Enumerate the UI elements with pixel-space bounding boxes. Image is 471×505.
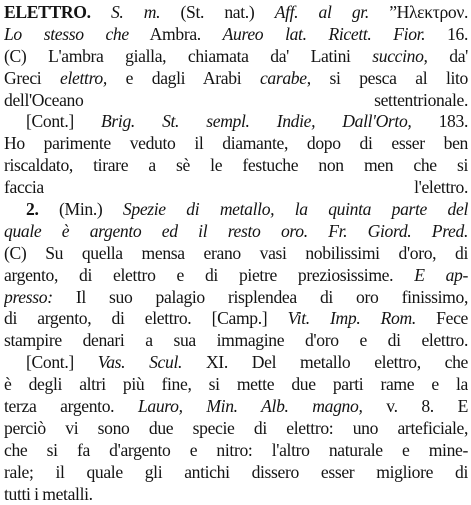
italic-text: Lo stesso che [4,23,129,44]
entry-line [4,199,468,221]
bold-text: ELETTRO. [4,2,91,22]
entry-line [4,46,468,68]
text-run: faccia l'elettro. [4,177,468,198]
italic-text: presso: [4,286,53,307]
entry-line [4,440,468,462]
text-run: , si pesca al lito [306,67,468,88]
text-run: rale; il quale gli antichi dissero esser migliore di [4,461,468,482]
text-run: terza argento. [4,396,138,417]
italic-text: Vit. Imp. Rom. [287,308,416,329]
entry-line [4,133,468,155]
entry-line [4,462,468,484]
italic-text: Spezie di metallo, la quinta parte del [122,199,468,220]
text-run: è degli altri più fine, si mette due parti rame e la [4,374,468,395]
dictionary-entry [4,2,468,505]
italic-text: Aff. al gr. [274,2,369,22]
entry-line [4,243,468,265]
entry-line [4,418,468,440]
text-run: XI. Del metallo elettro, che [182,352,468,373]
entry-line [4,221,468,243]
entry-line [4,111,468,133]
text-run: che si fa d'argento e nitro: l'altro naturale e mine- [4,439,468,460]
text-run: tutti i metalli. [4,483,93,504]
entry-line [4,330,468,352]
bold-text: 2. [26,199,39,220]
text-run: (St. nat.) [160,2,275,22]
text-run: ”Ηλεκτρον. [368,2,468,22]
text-run: v. 8. E [362,396,468,417]
text-run: Fece [415,308,468,329]
entry-line [4,2,468,24]
entry-line [4,308,468,330]
text-run: di argento, di elettro. [Camp.] [4,308,288,329]
italic-text: Vas. Scul. [97,352,183,373]
italic-text: elettro, [60,67,107,88]
italic-text: E ap- [414,264,468,285]
italic-text: succino, [372,45,428,66]
italic-text: Brig. St. sempl. Indie, Dall'Orto, [101,111,412,132]
text-run: riscaldato, tirare a sè le festuche non men che si [4,155,468,176]
entry-line [4,287,468,309]
entry-line [4,155,468,177]
text-run: 16. [425,23,468,44]
text-run: (C) L'ambra gialla, chiamata da' Latini [4,45,373,66]
text-run: [Cont.] [26,352,98,373]
text-run: Ambra. [128,23,223,44]
entry-line [4,396,468,418]
text-run: 183. [411,111,468,132]
text-run: argento, di elettro e di pietre preziosissime. [4,264,415,285]
entry-line [4,24,468,46]
italic-text: S. m. [90,2,161,22]
text-run: Il suo palagio risplendea di oro finissimo, [52,286,468,307]
italic-text: Lauro, Min. Alb. magno, [137,396,363,417]
entry-line [4,68,468,90]
italic-text: Aureo lat. Ricett. Fior. [222,23,426,44]
entry-line [4,90,468,112]
text-run: da' [427,45,468,66]
text-run: dell'Oceano settentrionale. [4,89,468,110]
text-run: stampire denari a sua immagine d'oro e di elettro. [4,330,468,351]
entry-line [4,374,468,396]
text-run: [Cont.] [26,111,102,132]
entry-line [4,265,468,287]
text-run: e dagli Arabi [106,67,260,88]
text-run: (Min.) [38,199,123,220]
text-run: Ho parimente veduto il diamante, dopo di esser ben [4,133,468,154]
italic-text: quale è argento ed il resto oro. Fr. Giord. Pred. [4,220,468,241]
text-run: Greci [4,67,61,88]
text-run: perciò vi sono due specie di elettro: uno arteficiale, [4,417,468,438]
entry-line [4,484,468,505]
italic-text: carabe [259,67,307,88]
text-run: (C) Su quella mensa erano vasi nobilissimi d'oro, di [4,242,468,263]
entry-line [4,177,468,199]
entry-line [4,352,468,374]
